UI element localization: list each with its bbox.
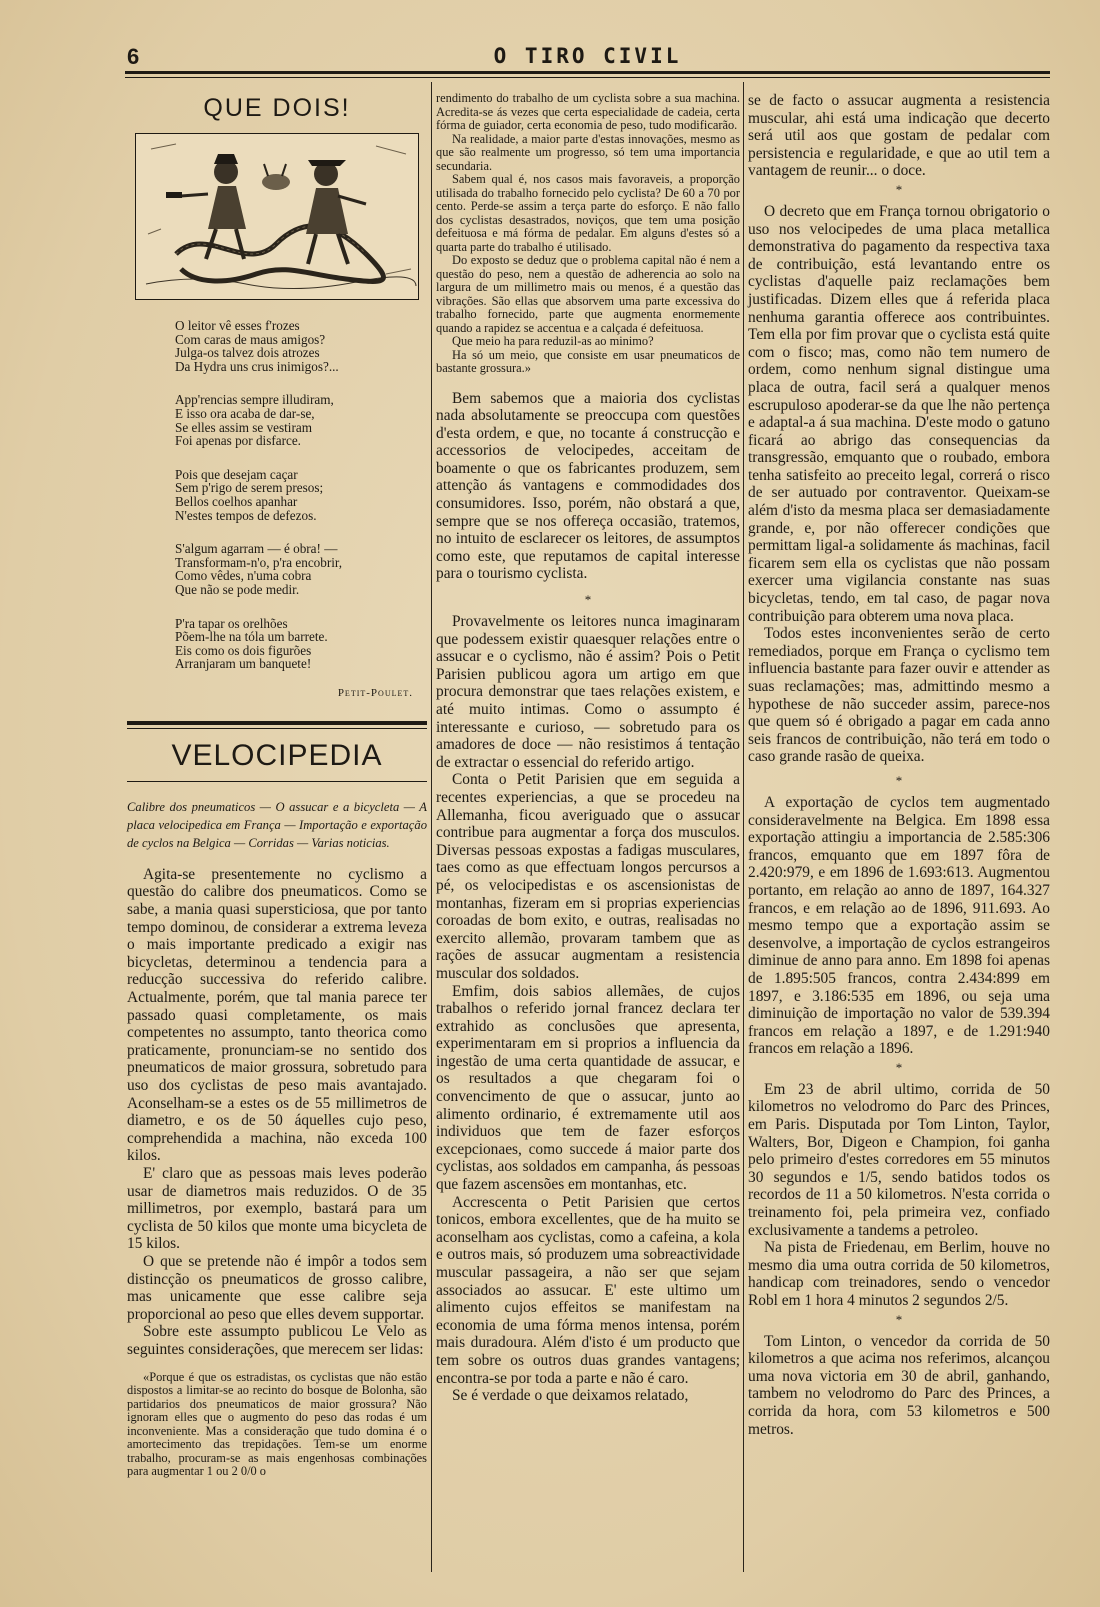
quote-paragraph: rendimento do trabalho de um cyclista sobre a sua machina. Acredita-se ás vezes que certa especialidade de cadeia, certa fórma de guiador, certa economia de peso, tudo modificarão. [436,91,740,132]
poem-line: Põem-lhe na tóla um barrete. [175,629,328,645]
article-paragraph: Accrescenta o Petit Parisien que certos tonicos, embora excellentes, que de ha muito se aconselham aos cyclistas, como a cafeina, a kola e outros mais, só produzem uma sobreactividade muscular passageira, a não ser que sejam associados ao assucar. E' este ultimo um alimento cujos effeitos se manifestam na economia de uma fórma menos intensa, porém mais duradoura. Além d'isto é um producto que tem sobre os outros duas grandes vantagens; encontra-se por toda a parte e não é caro. [436,1193,740,1387]
poem-stanza [175,393,427,447]
separator-star: * [895,772,903,788]
poem-line: N'estes tempos de defezos. [175,507,317,523]
section-rule [127,721,427,725]
section-title: VELOCIPEDIA [171,738,383,772]
quote-paragraph: Na realidade, a maior parte d'estas innovações, mesmo as que são realmente um progresso, só tem uma importancia secundaria. [436,131,740,173]
column-2 [436,92,740,1405]
article-paragraph: Na pista de Friedenau, em Berlim, houve no mesmo dia uma outra corrida de 50 kilometros, handicap com treinadores, sendo o vencedor Robl em 1 hora 4 minutos 2 segundos 2/5. [748,1239,1050,1309]
poem-line: E isso ora acaba de dar-se, [175,405,315,421]
cartoon-illustration [135,133,419,300]
poem-line: Que não se pode medir. [175,581,300,597]
poem-body [175,319,427,671]
header-rule [125,71,1050,74]
separator-star: * [584,592,592,608]
poem-line: Foi apenas por disfarce. [175,433,301,449]
separator-star: * [895,1059,903,1075]
article-paragraph: Conta o Petit Parisien que em seguida a recentes experiencias, a que se procedeu na Allemanha, ficou averiguado que o assucar contribue para augmentar a força dos musculos. Diversas pessoas expostas a fadigas musculares, taes como as que effectuam longos percursos a pé, os velocipedistas e os ascensionistas de montanhas, fizeram em si proprias experiencias coroadas de bom exito, e outras, realisadas no exercito allemão, provaram tambem que as rações de assucar augmentam a resistencia muscular dos soldados. [436,771,740,982]
column-1 [127,88,427,1479]
poem-title: QUE DOIS! [203,94,351,122]
poem-line: App'rencias sempre illudiram, [175,392,334,408]
quote-paragraph: Que meio ha para reduzil-as ao minimo? [452,334,654,348]
article-paragraph: A exportação de cyclos tem augmentado consideravelmente na Belgica. Em 1898 essa exportação attingiu a importancia de 2.585:306 francos, emquanto que em 1897 fôra de 2.420:979, e em 1896 de 1.693:613. Augmentou portanto, em relação ao anno de 1897, 164.327 francos, e em relação ao de 1896, 911.693. Ao mesmo tempo que a exportação assim se desenvolve, a importação de cyclos estrangeiros diminue de anno para anno. Em 1898 foi apenas de 1.895:505 francos, contra 2.434:899 em 1897, e 3.186:535 em 1896, ou seja uma diminuição de importação no valor de 539.394 francos em relação a 1897, e de 1.291:940 francos em relação a 1896. [748,793,1050,1058]
poem-line: P'ra tapar os orelhões [175,615,288,631]
poem-line: Eis como os dois figurões [175,642,312,658]
poem-line: Transformam-n'o, p'ra encobrir, [175,554,343,570]
article-paragraph: Agita-se presentemente no cyclismo a questão do calibre dos pneumaticos. Como se sabe, a mania quasi supersticiosa, que por tanto tempo dominou, de considerar a extrema leveza o mais importante predicado a exigir nas bicycletas, determinou a tendencia para a reducção successiva do referido calibre. Actualmente, porém, que tal mania parece ter passado quasi completamente, os mais competentes no assumpto, tanto theorica como praticamente, pronunciam-se no sentido dos pneumaticos de maior grossura, sobretudo para uso dos cyclistas de peso mais avantajado. Aconselham-se a estes os de 55 millimetros de diametro, e os de 50 áquelles cujo peso, comprehendida a machina, não exceda 100 kilos. [127,865,427,1165]
spacer [436,376,740,390]
article-paragraph: Tom Linton, o vencedor da corrida de 50 kilometros a que acima nos referimos, alcançou uma nova victoria em 30 de abril, ganhando, tambem no velodromo do Parc des Princes, a corrida da hora, com 53 kilometros e 500 metros. [748,1332,1050,1438]
poem-line: Arranjaram um banquete! [175,656,312,672]
poem-line: Como vêdes, n'uma cobra [175,568,312,584]
separator-star: * [895,1311,903,1327]
poem-stanza [175,319,427,373]
poem-line: O leitor vê esses f'rozes [175,318,300,333]
article-paragraph: O que se pretende não é impôr a todos sem distincção os pneumaticos de grosso calibre, mas unicamente que esse calibre seja proporcional ao peso que elles devem supportar. [127,1252,427,1323]
column-divider-2 [743,82,744,1572]
section-title-rule [127,781,427,782]
article-paragraph: Provavelmente os leitores nunca imaginaram que podessem existir quaesquer relações entre o assucar e o cyclismo, não é assim? Pois o Petit Parisien publicou agora um artigo em que procura demonstrar que taes relações existem, e até muito intimas. Como o assumpto é interessante e curioso, — sobretudo para os amadores de doce — não resistimos á tentação de extractar o essencial do referido artigo. [436,613,740,771]
quote-paragraph: Do exposto se deduz que o problema capital não é nem a questão do peso, nem a questão de adherencia ao solo na largura de um millimetro mais ou menos, é a questão das vibrações. São ellas que absorvem uma parte excessiva do trabalho fornecido, parte que augmenta enormemente quando a rapidez se accentua e a calçada é defeituosa. [436,253,740,335]
poem-signature: Petit-Poulet. [337,686,413,699]
poem-line: Bellos coelhos apanhar [175,493,298,509]
poem-line: S'algum agarram — é obra! — [175,541,338,557]
poem-stanza [175,617,427,671]
column-3 [748,92,1050,1438]
poem-stanza [175,468,427,522]
poem-line: Sem p'rigo de serem presos; [175,480,324,496]
separator-star: * [895,181,903,197]
section-summary: Calibre dos pneumaticos — O assucar e a bicycleta — A placa velocipedica em França — Importação e exportação de cyclos na Belgica — Corridas — Varias noticias. [127,799,427,850]
header-rule-thin [125,77,1050,78]
poem-line: Julga-os talvez dois atrozes [175,345,320,361]
page-header [125,44,1050,74]
article-paragraph: E' claro que as pessoas mais leves poderão usar de diametros mais reduzidos. O de 35 millimetros, por exemplo, bastará para um cyclista de 50 kilos que monte uma bicycleta de 15 kilos. [127,1164,427,1253]
column-divider-1 [431,82,432,1572]
poem-line: Se elles assim se vestiram [175,419,312,435]
article-paragraph: Emfim, dois sabios allemães, de cujos trabalhos o referido jornal francez declara ter extrahido as conclusões que apresenta, experimentaram em si proprios a influencia da ingestão de uma certa quantidade de assucar, e os resultados a que chegaram foi o convencimento de que o assucar, junto ao alimento ordinario, é extremamente util aos individuos que tem de fazer esforços excepcionaes, como succede á maior parte dos cyclistas, aos soldados em campanha, ás pessoas que fazem ascensões em montanhas, etc. [436,982,740,1194]
poem-stanza [175,542,427,596]
article-paragraph: Bem sabemos que a maioria dos cyclistas nada absolutamente se preoccupa com questões d'esta ordem, e que, no tocante á construcção e accessorios de velocipedes, acceitam de boamente o que os fabricantes produzem, sem attenção ás vantagens e commodidades dos consumidores. Isso, porém, não obstará a que, sempre que se nos offereça occasião, tratemos, no intuito de esclarecer os leitores, de assumptos como este, que reputamos de capital interesse para o tourismo cyclista. [436,389,740,583]
poem-line: Pois que desejam caçar [175,466,298,482]
article-paragraph: O decreto que em França tornou obrigatorio o uso nos velocipedes de uma placa metallica demonstrativa do pagamento da respectiva taxa de contribuição, está levantando entre os cyclistas d'aquelle paiz reclamações bem justificadas. Dizem elles que á referida placa nenhuma garantia offerece aos contribuintes. Tem ella por fim provar que o cyclista está quite com o fisco; mas, como não tem numero de ordem, como nenhum signal distingue uma placa de outra, facil será a qualquer menos escrupuloso apoderar-se da que lhe não pertença e adaptal-a á sua machina. D'este modo o gatuno ficará ao abrigo das consequencias da transgressão, emquanto que o roubado, embora tenha satisfeito ao preceito legal, correrá o risco de ser autuado por contraventor. Queixam-se além d'isto da mesma placa ser demasiadamente grande, e, por não offerecer condições que permittam ligal-a solidamente ás machinas, facil ficarem sem ella os cyclistas que não possam exercer uma vigilancia constante nas suas bicycletas, tendo, em tal caso, de pagar nova contribuição para obterem uma nova placa. [748,202,1050,625]
section-rule-thin [127,728,427,729]
page-number: 6 [127,44,140,69]
article-paragraph: Todos estes inconvenientes serão de certo remediados, porque em França o cyclismo tem influencia bastante para fazer ouvir e attender as suas reclamações; mas, admittindo mesmo a hypothese de não succeder assim, parece-nos que quem só é obrigado a pagar em cada anno seis francos de contribuição, não terá em todo o caso grande rasão de queixa. [748,625,1050,766]
quote-paragraph: «Porque é que os estradistas, os cyclistas que não estão dispostos a limitar-se ao recinto do bosque de Bolonha, são partidarios dos pneumaticos de maior grossura? Não ignoram elles que o augmento do peso das rodas é um inconveniente. Mas a consideração que tudo domina é o amortecimento das trepidações. Tem-se um enorme trabalho, procuram-se as mais engenhosas combinações para augmentar 1 ou 2 0/0 o [127,1369,427,1478]
article-paragraph: Sobre este assumpto publicou Le Velo as seguintes considerações, que merecem ser lidas: [127,1323,427,1358]
poem-line: Com caras de maus amigos? [175,331,326,347]
article-paragraph: se de facto o assucar augmenta a resistencia muscular, ahi está uma indicação que decerto será util aos que gostam de pedalar com persistencia e regularidade, e que ao util tem a vantagem de reunir... o doce. [748,92,1050,180]
article-paragraph: Se é verdade o que deixamos relatado, [452,1387,689,1405]
quote-paragraph: Sabem qual é, nos casos mais favoraveis, a proporção utilisada do trabalho fornecido pelo cyclista? De 60 a 70 por cento. Perde-se assim a terça parte do esforço. E não fallo dos cyclistas desastrados, noviços, que tem uma posição defeituosa e má fórma de pedalar. Em alguns d'estes só a quarta parte do trabalho é utilisado. [436,172,740,254]
masthead-title: O TIRO CIVIL [493,44,682,68]
poem-line: Da Hydra uns crus inimigos?... [175,358,339,374]
article-paragraph: Em 23 de abril ultimo, corrida de 50 kilometros no velodromo do Parc des Princes, em Paris. Disputada por Tom Linton, Taylor, Walters, Bor, Digeon e Champion, foi ganha pelo primeiro d'estes corredores em 55 minutos 30 segundos e 1/5, sendo batidos todos os recordos de 11 a 50 kilometros. N'esta corrida o treinamento foi, pela primeira vez, confiado exclusivamente a tandems a petroleo. [748,1080,1050,1239]
quote-paragraph: Ha só um meio, que consiste em usar pneumaticos de bastante grossura.» [436,347,740,375]
